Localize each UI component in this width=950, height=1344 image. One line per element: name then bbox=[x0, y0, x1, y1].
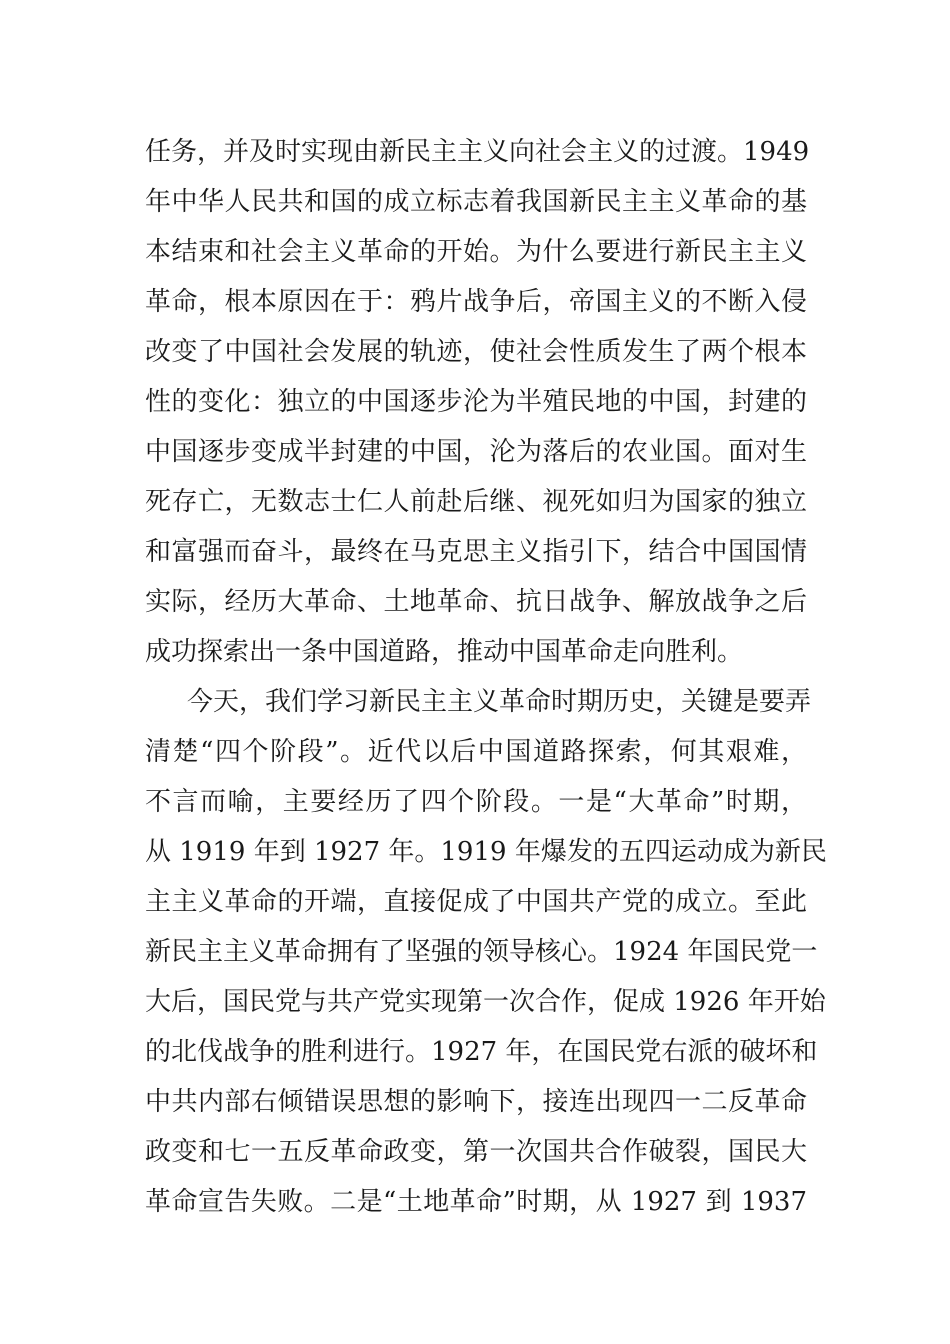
text-line: 不言而喻，主要经历了四个阶段。一是“大革命”时期， bbox=[145, 787, 807, 817]
text-line: 成功探索出一条中国道路，推动中国革命走向胜利。 bbox=[145, 637, 744, 667]
text-line: 今天，我们学习新民主主义革命时期历史，关键是要弄 bbox=[187, 687, 812, 717]
text-line: 本结束和社会主义革命的开始。为什么要进行新民主主义 bbox=[145, 237, 807, 267]
text-line: 实际，经历大革命、土地革命、抗日战争、解放战争之后 bbox=[145, 587, 807, 617]
text-line: 政变和七一五反革命政变，第一次国共合作破裂，国民大 bbox=[145, 1137, 807, 1167]
paragraph-2 bbox=[145, 677, 827, 1227]
text-line: 从 1919 年到 1927 年。1919 年爆发的五四运动成为新民 bbox=[145, 837, 827, 867]
text-line: 革命宣告失败。二是“土地革命”时期，从 1927 到 1937 bbox=[145, 1187, 807, 1217]
text-line: 清楚“四个阶段”。近代以后中国道路探索，何其艰难， bbox=[145, 737, 807, 767]
text-line: 中国逐步变成半封建的中国，沦为落后的农业国。面对生 bbox=[145, 437, 807, 467]
body-text bbox=[145, 127, 827, 1227]
text-line: 死存亡，无数志士仁人前赴后继、视死如归为国家的独立 bbox=[145, 487, 807, 517]
text-line: 革命，根本原因在于：鸦片战争后，帝国主义的不断入侵 bbox=[145, 287, 807, 317]
text-line: 新民主主义革命拥有了坚强的领导核心。1924 年国民党一 bbox=[145, 937, 818, 967]
text-line: 中共内部右倾错误思想的影响下，接连出现四一二反革命 bbox=[145, 1087, 807, 1117]
text-line: 年中华人民共和国的成立标志着我国新民主主义革命的基 bbox=[145, 187, 807, 217]
text-line: 和富强而奋斗，最终在马克思主义指引下，结合中国国情 bbox=[145, 537, 807, 567]
text-line: 改变了中国社会发展的轨迹，使社会性质发生了两个根本 bbox=[145, 337, 807, 367]
text-line: 性的变化：独立的中国逐步沦为半殖民地的中国，封建的 bbox=[145, 387, 807, 417]
text-line: 主主义革命的开端，直接促成了中国共产党的成立。至此 bbox=[145, 887, 807, 917]
paragraph-1 bbox=[145, 127, 810, 677]
text-line: 大后，国民党与共产党实现第一次合作，促成 1926 年开始 bbox=[145, 987, 826, 1017]
text-line: 的北伐战争的胜利进行。1927 年，在国民党右派的破坏和 bbox=[145, 1037, 818, 1067]
text-line: 任务，并及时实现由新民主主义向社会主义的过渡。1949 bbox=[145, 137, 810, 167]
